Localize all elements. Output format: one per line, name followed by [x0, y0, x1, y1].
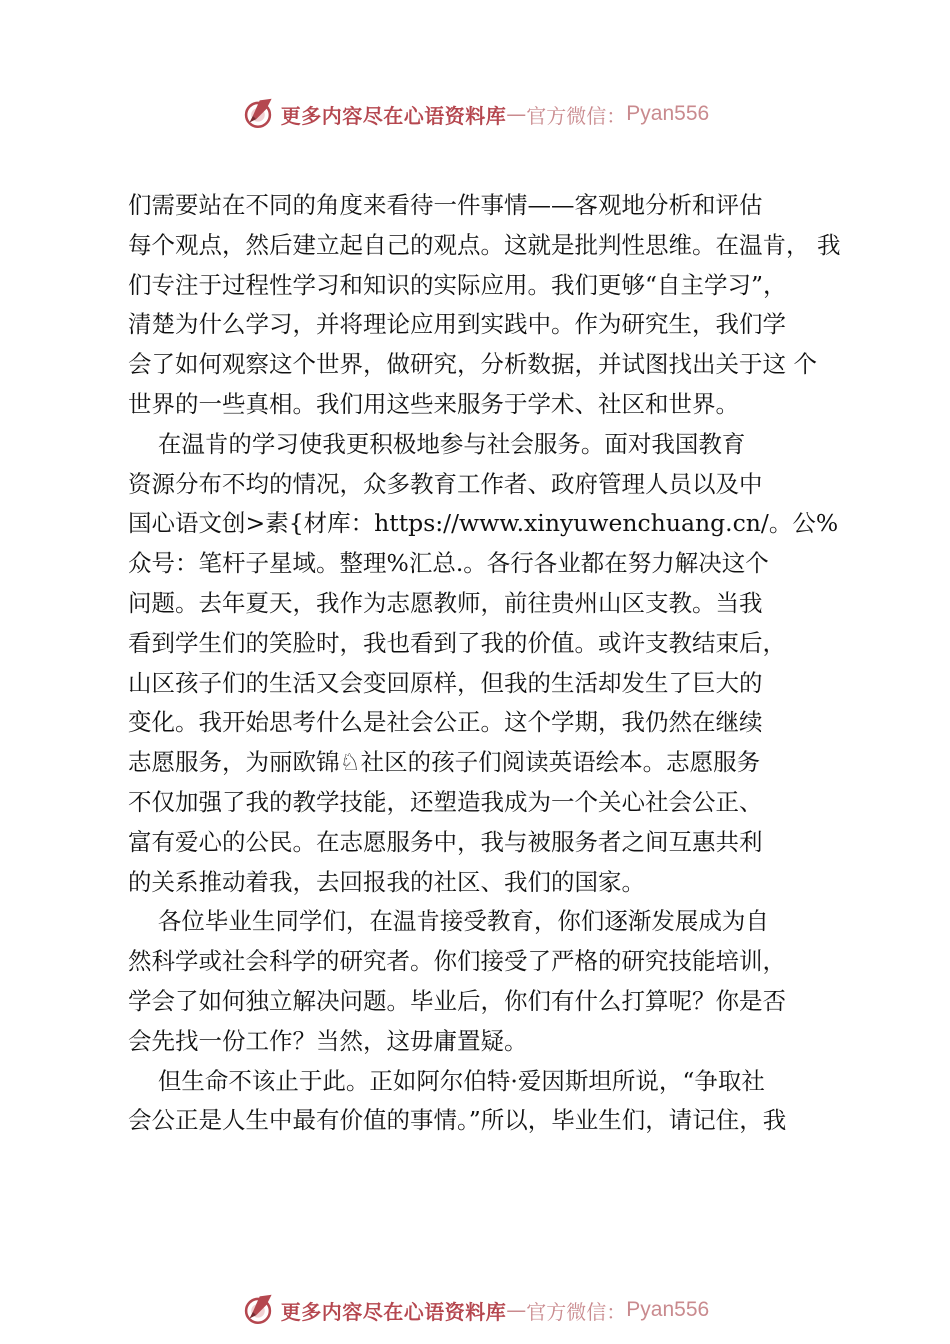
text-line: 不仅加强了我的教学技能，还塑造我成为一个关心社会公正、 [128, 787, 763, 816]
pen-nib-logo-icon [241, 97, 275, 131]
banner-brand-text: 更多内容尽在心语资料库 [280, 103, 507, 128]
text-line: 各位毕业生同学们，在温肯接受教育，你们逐渐发展成为自 [128, 907, 769, 936]
banner-brand-text: 更多内容尽在心语资料库 [280, 1299, 507, 1324]
text-line: 国心语文创>素{材库：https://www.xinyuwenchuang.cn/。公% [128, 509, 839, 538]
banner-separator: — [506, 102, 527, 126]
banner-wechat-label: 官方微信： [526, 103, 627, 128]
text-line: 众号：笔杆子星域。整理%汇总.。各行各业都在努力解决这个 [128, 549, 769, 578]
banner-wechat-id: Pyan556 [626, 1298, 710, 1321]
text-line: 会先找一份工作？当然，这毋庸置疑。 [128, 1026, 528, 1055]
text-line: 然科学或社会科学的研究者。你们接受了严格的研究技能培训， [128, 947, 786, 976]
text-line: 世界的一些真相。我们用这些来服务于学术、社区和世界。 [128, 389, 739, 418]
text-line: 会公正是人生中最有价值的事情。”所以，毕业生们，请记住，我 [128, 1106, 787, 1135]
text-line: 富有爱心的公民。在志愿服务中，我与被服务者之间互惠共利 [128, 827, 763, 856]
banner-wechat-id: Pyan556 [626, 102, 710, 125]
text-line: 变化。我开始思考什么是社会公正。这个学期，我仍然在继续 [128, 708, 763, 737]
text-line: 山区孩子们的生活又会变回原样，但我的生活却发生了巨大的 [128, 668, 763, 697]
footer-banner [0, 1290, 950, 1330]
text-line: 学会了如何独立解决问题。毕业后，你们有什么打算呢？你是否 [128, 986, 786, 1015]
text-line: 每个观点，然后建立起自己的观点。这就是批判性思维。在温肯， 我 [128, 230, 841, 259]
text-line: 在温肯的学习使我更积极地参与社会服务。面对我国教育 [128, 429, 746, 458]
text-line: 们专注于过程性学习和知识的实际应用。我们更够“自主学习”， [128, 270, 787, 299]
text-line: 资源分布不均的情况，众多教育工作者、政府管理人员以及中 [128, 469, 763, 498]
text-line: 们需要站在不同的角度来看待一件事情——客观地分析和评估 [128, 191, 763, 219]
text-line: 但生命不该止于此。正如阿尔伯特·爱因斯坦所说，“争取社 [128, 1066, 765, 1095]
header-banner [0, 94, 950, 134]
text-line: 看到学生们的笑脸时，我也看到了我的价值。或许支教结束后， [128, 628, 786, 657]
text-line: 清楚为什么学习，并将理论应用到实践中。作为研究生，我们学 [128, 310, 786, 339]
banner-wechat-label: 官方微信： [526, 1299, 627, 1324]
text-line: 会了如何观察这个世界，做研究，分析数据，并试图找出关于这 个 [128, 350, 817, 379]
document-body [128, 186, 850, 1141]
pen-nib-logo-icon [241, 1293, 275, 1327]
text-line: 的关系推动着我，去回报我的社区、我们的国家。 [128, 867, 645, 896]
text-line: 志愿服务，为丽欧锦♘社区的孩子们阅读英语绘本。志愿服务 [128, 748, 761, 777]
banner-separator: — [506, 1298, 527, 1322]
text-line: 问题。去年夏天，我作为志愿教师，前往贵州山区支教。当我 [128, 588, 763, 617]
